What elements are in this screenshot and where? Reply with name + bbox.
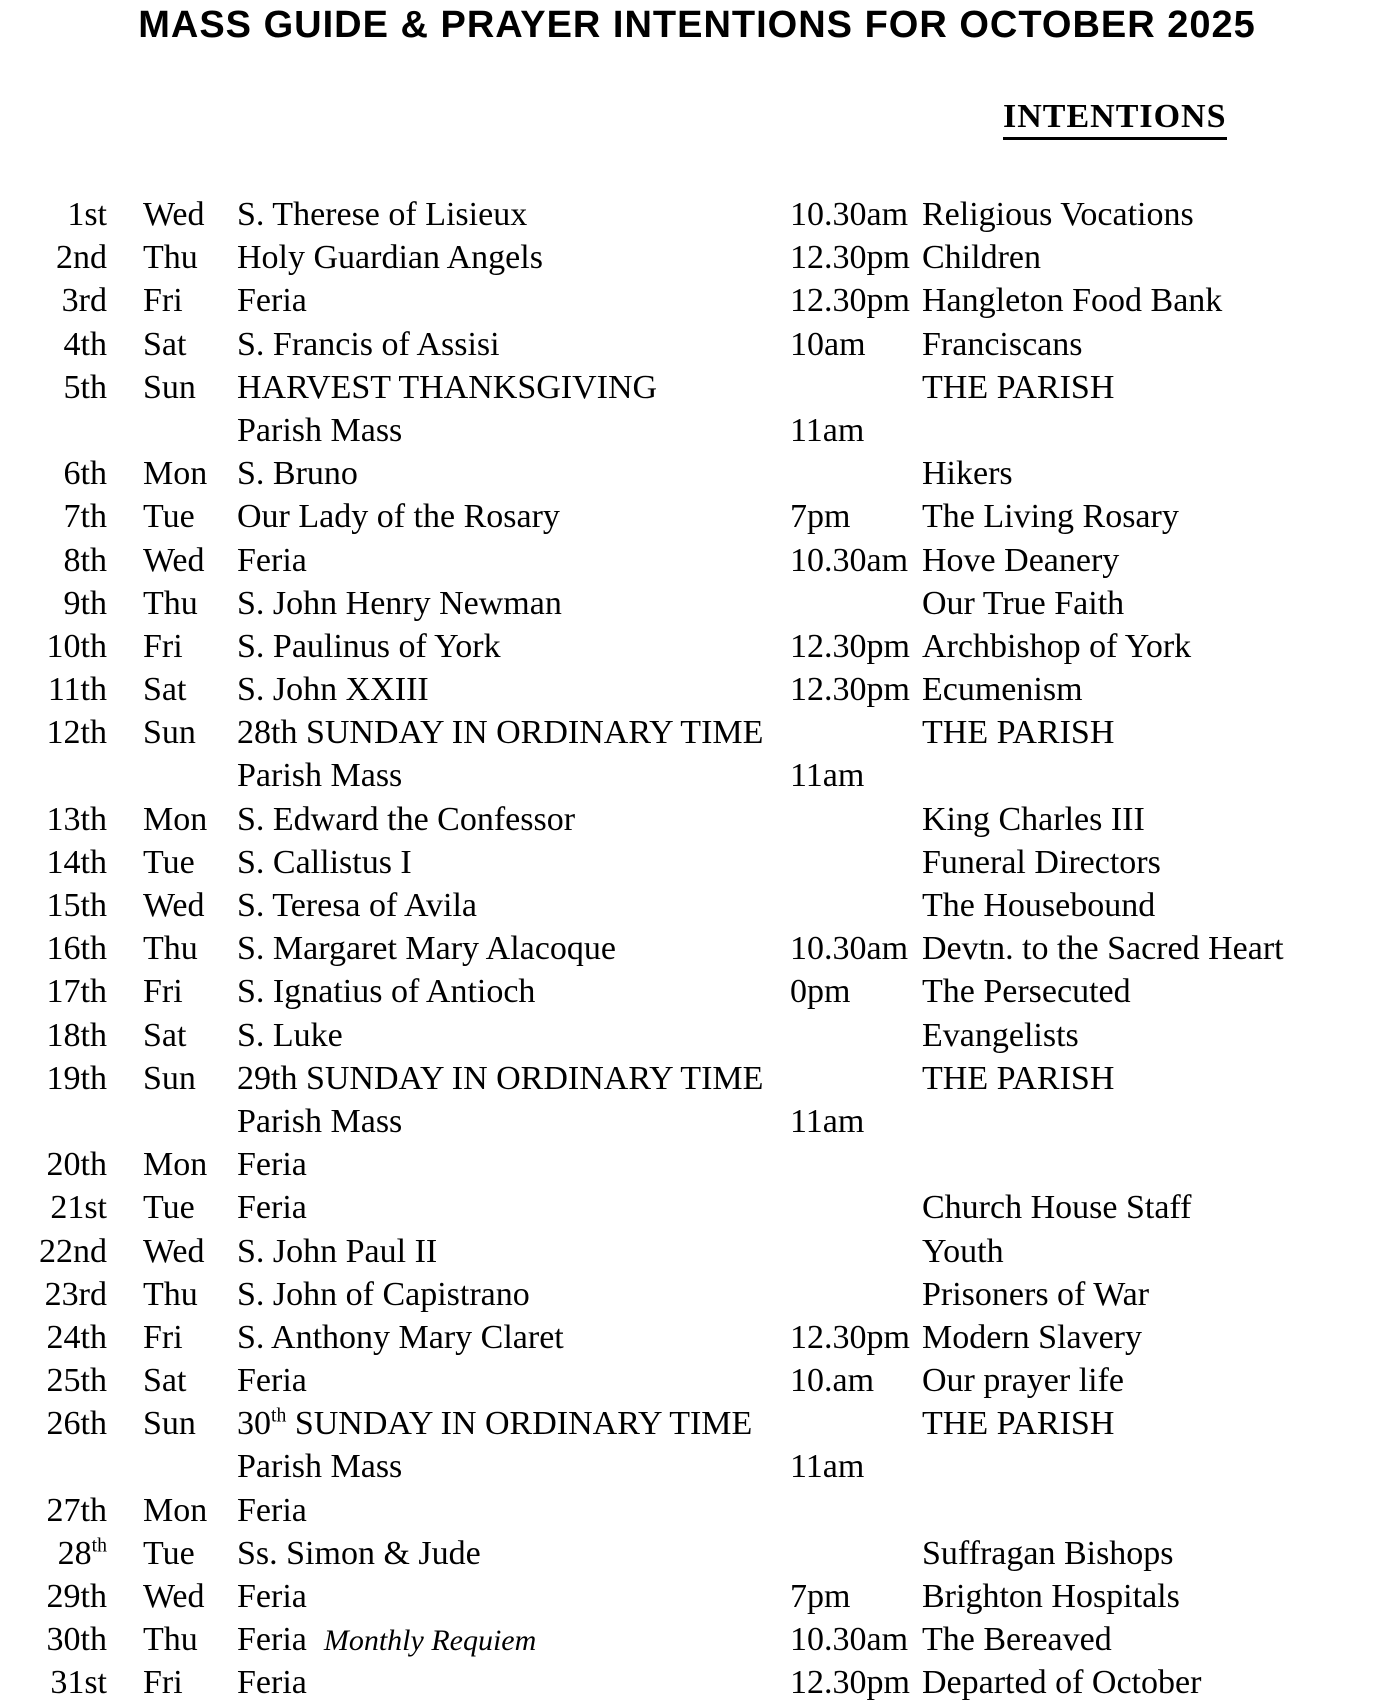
date-cell: 10th — [46, 627, 107, 665]
date-cell: 20th — [46, 1146, 107, 1184]
day-cell: Wed — [143, 887, 205, 924]
day-cell: Sat — [143, 1016, 187, 1054]
feast-cell: 28th SUNDAY IN ORDINARY TIME — [237, 714, 764, 752]
time-cell: 11am — [790, 1448, 865, 1486]
date-cell: 28th — [57, 1534, 107, 1572]
feast-cell: Parish Mass — [237, 1102, 403, 1140]
day-cell: Wed — [143, 541, 205, 579]
intention-cell: The Housebound — [922, 887, 1156, 924]
feast-cell: S. Edward the Confessor — [237, 800, 576, 838]
intention-cell: The Bereaved — [922, 1621, 1112, 1659]
time-cell — [790, 1402, 922, 1445]
mass-row-22 — [0, 1100, 1394, 1143]
mass-row-10 — [0, 582, 1394, 625]
date-cell: 21st — [50, 1189, 107, 1227]
date-cell: 2nd — [56, 239, 107, 277]
mass-row-23 — [0, 1143, 1394, 1186]
time-cell: 10.30am — [790, 1621, 909, 1659]
intention-cell: THE PARISH — [922, 1405, 1115, 1443]
feast-cell: 29th SUNDAY IN ORDINARY TIME — [237, 1059, 764, 1097]
day-cell: Mon — [143, 800, 208, 838]
feast-cell: S. Ignatius of Antioch — [237, 973, 536, 1011]
day-cell: Sat — [143, 671, 187, 709]
page-title: MASS GUIDE & PRAYER INTENTIONS FOR OCTOBER 2025 — [138, 4, 1256, 46]
intention-cell: Evangelists — [922, 1016, 1079, 1054]
day-cell: Sun — [143, 368, 196, 406]
time-cell: 0pm — [790, 973, 851, 1011]
intention-cell: Our prayer life — [922, 1362, 1125, 1400]
intention-cell: Youth — [922, 1232, 1004, 1270]
day-cell: Thu — [143, 1621, 198, 1659]
time-cell: 12.30pm — [790, 239, 910, 277]
day-cell: Fri — [143, 1318, 183, 1356]
feast-cell: Feria — [237, 1189, 307, 1227]
time-cell: 12.30pm — [790, 1664, 910, 1702]
feast-cell: Feria — [237, 1664, 307, 1702]
time-cell — [790, 582, 922, 625]
intention-cell — [922, 409, 1394, 452]
intention-cell: Modern Slavery — [922, 1318, 1143, 1356]
mass-row-12 — [0, 668, 1394, 711]
mass-row-18 — [0, 927, 1394, 970]
date-cell: 8th — [63, 541, 107, 579]
intention-cell: Children — [922, 239, 1041, 277]
time-cell: 12.30pm — [790, 671, 910, 709]
feast-cell: Feria — [237, 1491, 307, 1529]
time-cell: 10.am — [790, 1362, 875, 1400]
day-cell — [143, 1100, 237, 1143]
mass-row-4 — [0, 323, 1394, 366]
mass-row-16 — [0, 841, 1394, 884]
mass-row-1 — [0, 193, 1394, 236]
feast-cell: Holy Guardian Angels — [237, 239, 543, 277]
feast-cell: S. Teresa of Avila — [237, 887, 477, 924]
intention-cell: Suffragan Bishops — [922, 1534, 1174, 1572]
time-cell: 10.30am — [790, 196, 909, 233]
feast-cell: S. Bruno — [237, 455, 358, 493]
mass-row-8 — [0, 495, 1394, 538]
intention-cell: Church House Staff — [922, 1189, 1192, 1227]
feast-cell: S. Therese of Lisieux — [237, 196, 528, 233]
intention-cell: Funeral Directors — [922, 843, 1161, 881]
intention-cell: Ecumenism — [922, 671, 1083, 709]
date-cell: 30th — [46, 1621, 107, 1659]
intention-cell: Franciscans — [922, 325, 1083, 363]
day-cell: Mon — [143, 1491, 208, 1529]
time-cell — [790, 1014, 922, 1057]
day-cell: Sat — [143, 1362, 187, 1400]
intention-cell: Departed of October — [922, 1664, 1202, 1702]
intention-cell — [922, 1445, 1394, 1488]
date-cell: 11th — [47, 671, 107, 709]
intention-cell: Brighton Hospitals — [922, 1578, 1180, 1615]
mass-row-2 — [0, 236, 1394, 279]
day-cell — [143, 754, 237, 797]
time-cell — [790, 841, 922, 884]
feast-cell: S. Anthony Mary Claret — [237, 1318, 564, 1356]
day-cell: Sun — [143, 714, 196, 752]
intention-cell: THE PARISH — [922, 368, 1115, 406]
time-cell: 7pm — [790, 498, 851, 536]
date-cell: 26th — [46, 1405, 107, 1443]
mass-row-3 — [0, 279, 1394, 322]
mass-row-24 — [0, 1186, 1394, 1229]
feast-cell: S. John Henry Newman — [237, 584, 562, 622]
feast-cell: HARVEST THANKSGIVING — [237, 368, 658, 406]
feast-cell: S. Callistus I — [237, 843, 412, 881]
intention-cell — [922, 754, 1394, 797]
intention-cell: Hove Deanery — [922, 541, 1120, 579]
intention-cell: Archbishop of York — [922, 627, 1192, 665]
feast-cell: S. Francis of Assisi — [237, 325, 500, 363]
date-cell: 17th — [46, 973, 107, 1011]
day-cell: Fri — [143, 1664, 183, 1702]
feast-cell: S. John Paul II — [237, 1232, 438, 1270]
time-cell — [790, 798, 922, 841]
time-cell — [790, 1057, 922, 1100]
feast-cell: Feria — [237, 1362, 307, 1400]
date-cell: 18th — [46, 1016, 107, 1054]
mass-row-26 — [0, 1273, 1394, 1316]
time-cell: 11am — [790, 757, 865, 795]
intention-cell: Prisoners of War — [922, 1275, 1150, 1313]
day-cell: Thu — [143, 239, 198, 277]
time-cell — [790, 1230, 922, 1273]
mass-row-5 — [0, 366, 1394, 409]
feast-cell: S. John of Capistrano — [237, 1275, 530, 1313]
intention-cell: Religious Vocations — [922, 196, 1194, 233]
date-cell: 25th — [46, 1362, 107, 1400]
date-cell: 23rd — [44, 1275, 107, 1313]
date-cell: 7th — [63, 498, 107, 536]
time-cell: 10am — [790, 325, 866, 363]
date-cell: 31st — [50, 1664, 107, 1702]
day-cell: Tue — [143, 498, 195, 536]
intention-cell: Hikers — [922, 455, 1013, 493]
date-cell: 4th — [63, 325, 107, 363]
time-cell — [790, 884, 922, 927]
time-cell — [790, 1489, 922, 1532]
feast-cell: Our Lady of the Rosary — [237, 498, 560, 536]
day-cell: Thu — [143, 584, 198, 622]
mass-row-29 — [0, 1402, 1394, 1445]
day-cell: Sat — [143, 325, 187, 363]
feast-cell: Ss. Simon & Jude — [237, 1534, 481, 1572]
date-cell: 9th — [63, 584, 107, 622]
date-cell: 24th — [46, 1318, 107, 1356]
feast-cell: Feria — [237, 541, 307, 579]
time-cell — [790, 1273, 922, 1316]
mass-row-32 — [0, 1532, 1394, 1575]
date-cell: 13th — [46, 800, 107, 838]
date-cell: 6th — [63, 455, 107, 493]
time-cell: 10.30am — [790, 930, 909, 968]
italic-note: Monthly Requiem — [323, 1624, 537, 1658]
feast-cell: Parish Mass — [237, 411, 403, 449]
day-cell: Thu — [143, 930, 198, 968]
time-cell — [790, 1186, 922, 1229]
intention-cell — [922, 1143, 1394, 1186]
mass-row-33 — [0, 1575, 1394, 1618]
date-cell: 22nd — [39, 1232, 107, 1270]
day-cell: Wed — [143, 1578, 205, 1615]
mass-row-13 — [0, 711, 1394, 754]
mass-row-27 — [0, 1316, 1394, 1359]
mass-row-19 — [0, 970, 1394, 1013]
intention-cell — [922, 1100, 1394, 1143]
time-cell: 11am — [790, 411, 865, 449]
day-cell: Fri — [143, 973, 183, 1011]
intentions-column-header: INTENTIONS — [1003, 98, 1227, 140]
feast-cell: Parish Mass — [237, 757, 403, 795]
day-cell: Wed — [143, 196, 205, 233]
intention-cell: Hangleton Food Bank — [922, 282, 1223, 320]
date-cell — [0, 409, 143, 452]
intention-cell: The Living Rosary — [922, 498, 1179, 536]
time-cell: 12.30pm — [790, 282, 910, 320]
feast-cell: S. Paulinus of York — [237, 627, 501, 665]
time-cell: 7pm — [790, 1578, 851, 1615]
feast-cell: Feria — [237, 1578, 307, 1615]
day-cell: Tue — [143, 843, 195, 881]
intention-cell: THE PARISH — [922, 714, 1115, 752]
day-cell: Fri — [143, 282, 183, 320]
mass-row-31 — [0, 1489, 1394, 1532]
ordinal-superscript: th — [91, 1534, 107, 1557]
feast-cell: S. Margaret Mary Alacoque — [237, 930, 616, 968]
date-cell — [0, 754, 143, 797]
intention-cell — [922, 1489, 1394, 1532]
mass-row-7 — [0, 452, 1394, 495]
date-cell: 3rd — [61, 282, 107, 320]
day-cell: Tue — [143, 1534, 195, 1572]
time-cell: 12.30pm — [790, 627, 910, 665]
mass-row-11 — [0, 625, 1394, 668]
time-cell — [790, 452, 922, 495]
day-cell: Mon — [143, 1146, 208, 1184]
feast-cell: Parish Mass — [237, 1448, 403, 1486]
feast-cell: 30th SUNDAY IN ORDINARY TIME — [237, 1404, 753, 1443]
intention-cell: THE PARISH — [922, 1059, 1115, 1097]
mass-schedule-list — [0, 193, 1394, 1705]
day-cell — [143, 409, 237, 452]
feast-cell: Feria — [237, 1146, 307, 1184]
date-cell: 29th — [46, 1578, 107, 1615]
time-cell: 12.30pm — [790, 1318, 910, 1356]
feast-cell: Feria — [237, 282, 307, 320]
mass-row-17 — [0, 884, 1394, 927]
intention-cell: Devtn. to the Sacred Heart — [922, 930, 1284, 968]
date-cell: 12th — [46, 714, 107, 752]
date-cell: 5th — [63, 368, 107, 406]
time-cell — [790, 366, 922, 409]
mass-row-35 — [0, 1661, 1394, 1704]
intention-cell: The Persecuted — [922, 973, 1131, 1011]
mass-row-6 — [0, 409, 1394, 452]
day-cell: Sun — [143, 1405, 196, 1443]
day-cell — [143, 1445, 237, 1488]
date-cell — [0, 1100, 143, 1143]
day-cell: Thu — [143, 1275, 198, 1313]
mass-row-30 — [0, 1445, 1394, 1488]
day-cell: Tue — [143, 1189, 195, 1227]
mass-row-15 — [0, 798, 1394, 841]
feast-cell: Feria Monthly Requiem — [237, 1621, 537, 1659]
date-cell — [0, 1445, 143, 1488]
feast-cell: S. John XXIII — [237, 671, 429, 709]
day-cell: Wed — [143, 1232, 205, 1270]
time-cell: 11am — [790, 1102, 865, 1140]
feast-cell: S. Luke — [237, 1016, 343, 1054]
mass-row-20 — [0, 1014, 1394, 1057]
date-cell: 14th — [46, 843, 107, 881]
mass-row-14 — [0, 754, 1394, 797]
time-cell — [790, 1143, 922, 1186]
mass-row-21 — [0, 1057, 1394, 1100]
date-cell: 27th — [46, 1491, 107, 1529]
ordinal-superscript: th — [271, 1404, 287, 1427]
mass-row-34 — [0, 1618, 1394, 1661]
time-cell: 10.30am — [790, 541, 909, 579]
mass-row-28 — [0, 1359, 1394, 1402]
intention-cell: King Charles III — [922, 800, 1145, 838]
intention-cell: Our True Faith — [922, 584, 1125, 622]
date-cell: 19th — [46, 1059, 107, 1097]
day-cell: Fri — [143, 627, 183, 665]
day-cell: Sun — [143, 1059, 196, 1097]
time-cell — [790, 711, 922, 754]
day-cell: Mon — [143, 455, 208, 493]
time-cell — [790, 1532, 922, 1575]
date-cell: 1st — [67, 196, 107, 233]
date-cell: 15th — [46, 887, 107, 924]
mass-row-9 — [0, 539, 1394, 582]
mass-row-25 — [0, 1230, 1394, 1273]
date-cell: 16th — [46, 930, 107, 968]
